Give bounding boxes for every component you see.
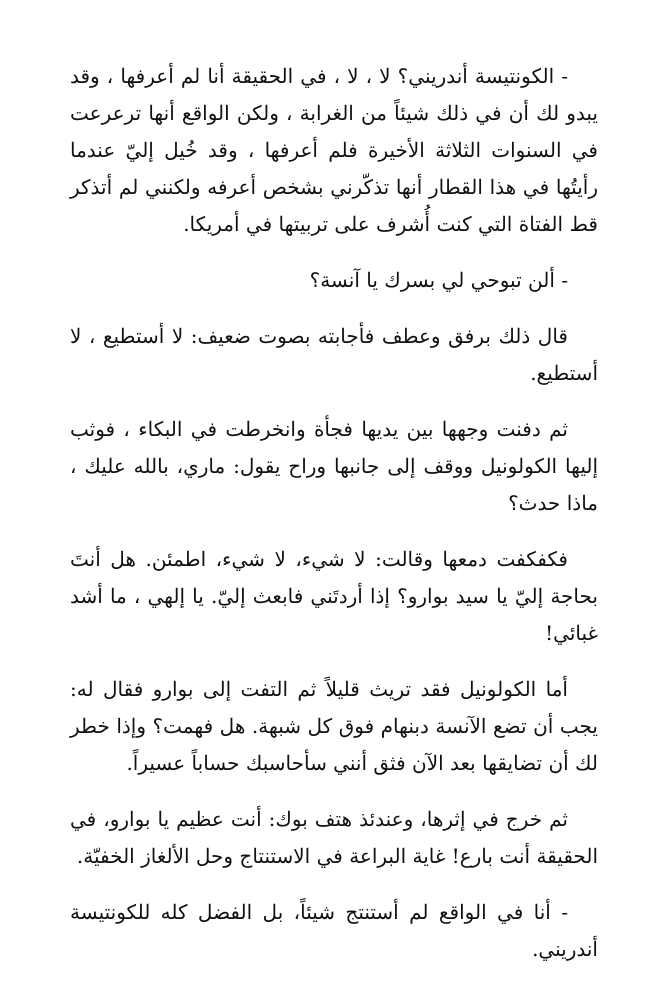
paragraph-4: ثم دفنت وجهها بين يديها فجأة وانخرطت في البكاء ، فوثب إليها الكولونيل ووقف إلى جانبها وراح يقول: ماري، بالله عليك ، ماذا حدث؟ <box>70 417 598 515</box>
paragraph-3: قال ذلك برفق وعطف فأجابته بصوت ضعيف: لا أستطيع ، لا أستطيع. <box>70 324 598 385</box>
paragraph-2: - ألن تبوحي لي بسرك يا آنسة؟ <box>309 268 568 292</box>
paragraph-8: - أنا في الواقع لم أستنتج شيئاً، بل الفضل كله للكونتيسة أندريني. <box>70 900 598 961</box>
paragraph-7: ثم خرج في إثرها، وعندئذ هتف بوك: أنت عظيم يا بوارو، في الحقيقة أنت بارع! غاية البراعة في الاستنتاج وحل الألغاز الخفيّة. <box>70 807 598 868</box>
book-page <box>70 58 598 987</box>
paragraph-5: فكفكفت دمعها وقالت: لا شيء، لا شيء، اطمئن. هل أنتَ بحاجة إليّ يا سيد بوارو؟ إذا أردتَني فابعث إليّ. يا إلهي ، ما أشد غبائي! <box>70 547 598 645</box>
paragraph-1: - الكونتيسة أندريني؟ لا ، لا ، في الحقيقة أنا لم أعرفها ، وقد يبدو لك أن في ذلك شيئاً من الغرابة ، ولكن الواقع أنها ترعرعت في السنوات الثلاثة الأخيرة فلم أعرفها ، وقد خُيل إليّ عندما رأيتُها في هذا القطار أنها تذكّرني بشخص أعرفه ولكنني لم أتذكر قط الفتاة التي كنت أُشرف على تربيتها في أمريكا. <box>70 64 598 236</box>
paragraph-6: أما الكولونيل فقد تريث قليلاً ثم التفت إلى بوارو فقال له: يجب أن تضع الآنسة دبنهام فوق كل شبهة. هل فهمت؟ وإذا خطر لك أن تضايقها بعد الآن فثق أنني سأحاسبك حساباً عسيراً. <box>70 677 598 775</box>
